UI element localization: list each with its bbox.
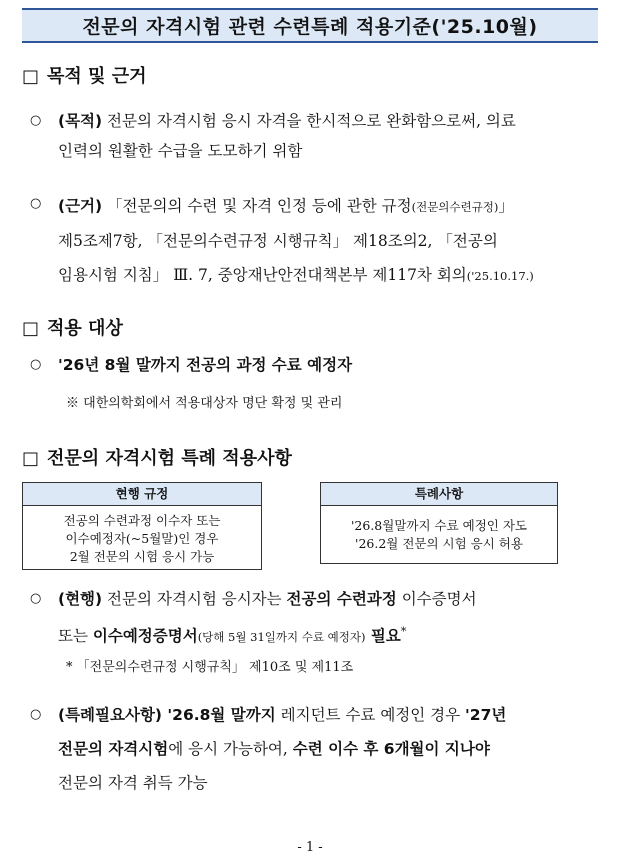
circle-bullet-icon: ○ (30, 113, 42, 128)
bullet-label: (근거) (58, 197, 103, 215)
bullet-label: (현행) (58, 590, 103, 608)
current-rule-line: 이수예정자(~5월말)인 경우 (65, 531, 219, 546)
checkbox-square-icon: □ (22, 66, 40, 87)
bullet-text-small: (전문의수련규정) (411, 200, 499, 214)
current-rule-box (22, 482, 262, 570)
bullet-emphasis: '27년 (465, 706, 507, 724)
bullet-body (58, 583, 590, 653)
note-text: ※ 대한의학회에서 적용대상자 명단 확정 및 관리 (66, 396, 343, 411)
bullet-emphasis: 수련 이수 후 6개월이 지나야 (292, 740, 490, 758)
footnote-marker: * (400, 624, 407, 638)
bullet-body (58, 350, 590, 380)
bullet-body (58, 698, 590, 800)
special-rule-body (321, 506, 557, 553)
section-heading-text: 목적 및 근거 (47, 66, 147, 87)
bullet-text: 「전문의의 수련 및 자격 인정 등에 관한 규정 (102, 197, 412, 215)
bullet-text: 전문의 자격시험 응시자는 (102, 590, 287, 608)
circle-bullet-icon: ○ (30, 707, 42, 722)
bullet-text: 인력의 원활한 수급을 도모하기 위함 (58, 142, 303, 160)
bullet-text: 전문의 자격시험 응시 자격을 한시적으로 완화함으로써, 의료 (102, 112, 516, 130)
bullet-text: 임용시험 지침」 Ⅲ. 7, 중앙재난안전대책본부 제117차 회의 (58, 266, 467, 284)
circle-bullet-icon: ○ (30, 357, 42, 372)
bullet-label: (특례필요사항) (58, 706, 163, 724)
section-heading-special (22, 444, 292, 470)
bullet-text: 또는 (58, 627, 93, 646)
bullet-purpose (30, 106, 590, 166)
bullet-text: 레지던트 수료 예정인 경우 (275, 706, 466, 724)
document-title: 전문의 자격시험 관련 수련특례 적용기준('25.10월) (22, 8, 598, 43)
special-rule-line: '26.8월말까지 수료 예정인 자도 (350, 518, 527, 533)
bullet-emphasis: 이수예정증명서 (92, 627, 198, 646)
current-rule-line: 2월 전문의 시험 응시 가능 (69, 549, 215, 564)
section-heading-target (22, 314, 123, 340)
circle-bullet-icon: ○ (30, 591, 42, 606)
current-rule-header: 현행 규정 (23, 483, 261, 506)
bullet-text: 」 (498, 197, 514, 215)
bullet-text: 이수증명서 (396, 590, 477, 608)
bullet-text: 제5조제7항, 「전문의수련규정 시행규칙」 제18조의2, 「전공의 (58, 232, 498, 250)
bullet-emphasis: 전공의 수련과정 (286, 590, 397, 608)
bullet-label: (목적) (58, 112, 103, 130)
bullet-text-small: (당해 5월 31일까지 수료 예정자) (197, 630, 366, 645)
bullet-target (30, 350, 590, 380)
section-heading-text: 전문의 자격시험 특례 적용사항 (47, 448, 292, 469)
bullet-special-need (30, 698, 590, 800)
circle-bullet-icon: ○ (30, 196, 42, 211)
page-number: - 1 - (297, 840, 323, 855)
bullet-body (58, 189, 590, 293)
bullet-emphasis: '26.8월 말까지 (162, 706, 276, 724)
bullet-emphasis: 필요 (365, 627, 401, 646)
bullet-emphasis: 전문의 자격시험 (58, 740, 169, 758)
bullet-current (30, 583, 590, 653)
special-rule-header: 특례사항 (321, 483, 557, 506)
bullet-basis (30, 189, 590, 293)
checkbox-square-icon: □ (22, 448, 40, 469)
special-rule-line: '26.2월 전문의 시험 응시 허용 (355, 536, 523, 551)
section-heading-text: 적용 대상 (47, 318, 123, 339)
bullet-text: '26년 8월 말까지 전공의 과정 수료 예정자 (58, 356, 353, 374)
current-rule-line: 전공의 수련과정 이수자 또는 (63, 513, 221, 528)
bullet-text: 전문의 자격 취득 가능 (58, 774, 208, 792)
footnote-text: * 「전문의수련규정 시행규칙」 제10조 및 제11조 (66, 660, 354, 675)
bullet-body (58, 106, 590, 166)
special-rule-box (320, 482, 558, 564)
current-rule-body (23, 506, 261, 566)
section-heading-purpose (22, 62, 147, 88)
bullet-text-small: ('25.10.17.) (466, 269, 534, 283)
checkbox-square-icon: □ (22, 318, 40, 339)
bullet-text: 에 응시 가능하여, (168, 740, 293, 758)
